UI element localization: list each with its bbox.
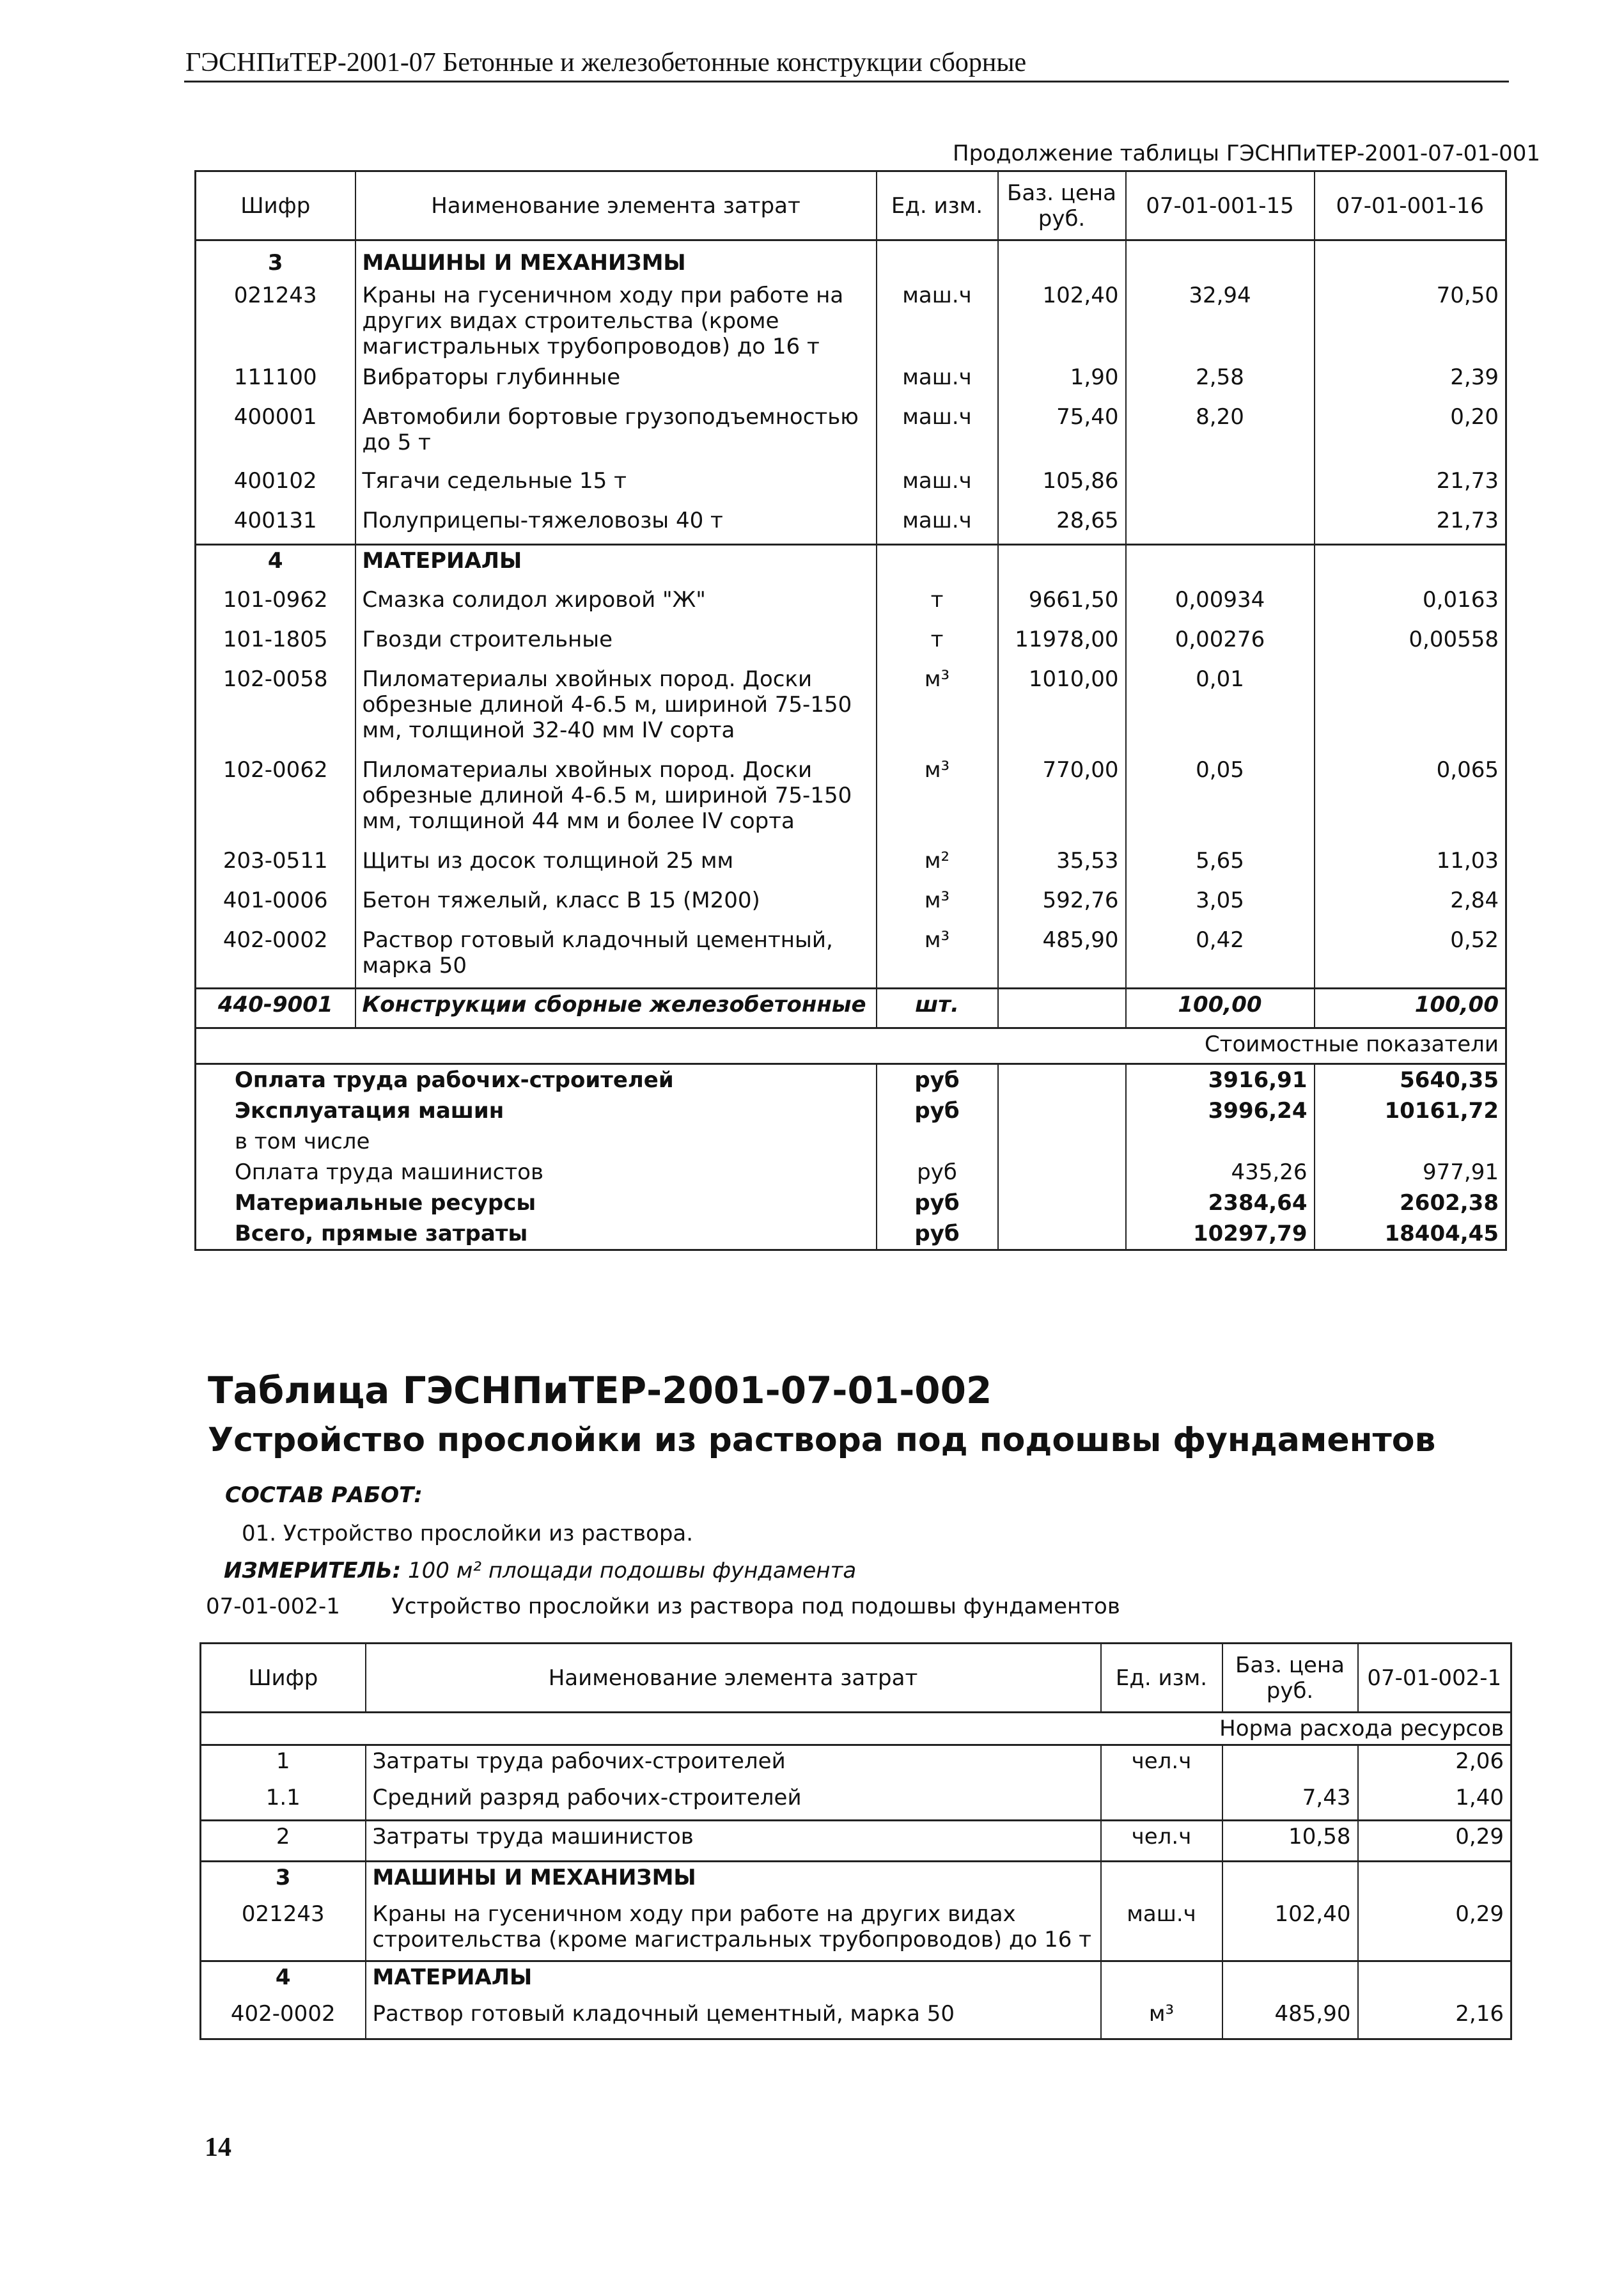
cost-value-15 [1126,1126,1315,1157]
col-header-name: Наименование элемента затрат [355,171,877,240]
row-unit: маш.ч [877,402,998,466]
row-unit: шт. [877,989,998,1028]
row-price: 485,90 [1222,1998,1358,2039]
cost-header: Стоимостные показатели [1204,1032,1499,1057]
cost-unit: руб [877,1095,998,1126]
row-price: 28,65 [998,505,1126,545]
table-row [196,624,1506,664]
cost-value-16: 10161,72 [1384,1098,1499,1124]
row-code: 401-0006 [196,885,355,925]
cost-row [196,1095,1506,1126]
row-name: Гвозди строительные [355,624,877,664]
work-item: 01. Устройство прослойки из раствора. [242,1521,694,1546]
row-value: 1,40 [1455,1784,1504,1810]
row-name: Автомобили бортовые грузоподъемностью до 5 т [355,402,877,466]
row-value-16: 0,0163 [1423,586,1499,613]
row-unit: т [877,624,998,664]
row-unit: т [877,585,998,624]
section-title: МАШИНЫ И МЕХАНИЗМЫ [355,240,877,280]
table-row [201,1998,1511,2039]
cost-name: Оплата труда рабочих-строителей [196,1064,877,1096]
cost-row [196,1126,1506,1157]
col-header-code: Шифр [201,1644,366,1713]
cost-name: в том числе [196,1126,877,1157]
row-price: 592,76 [998,885,1126,925]
table-row [196,402,1506,466]
row-name: Вибраторы глубинные [355,362,877,402]
section-title: МАТЕРИАЛЫ [366,1961,1101,1998]
cost-unit: руб [877,1188,998,1218]
row-price: 770,00 [998,755,1126,845]
row-value-15: 5,65 [1126,845,1315,885]
row-name: Затраты труда машинистов [366,1821,1101,1862]
row-name: Краны на гусеничном ходу при работе на других видах строительства (кроме магистральных трубопроводов) до 16 т [355,280,877,362]
cost-value-16: 2602,38 [1400,1190,1499,1216]
cost-unit: руб [877,1064,998,1096]
cost-header-row [196,1028,1506,1064]
row-name: Бетон тяжелый, класс В 15 (М200) [355,885,877,925]
row-price: 75,40 [998,402,1126,466]
table-row-constructions [196,989,1506,1028]
row-code: 101-0962 [196,585,355,624]
row-value-15: 32,94 [1126,280,1315,362]
cost-value-15: 10297,79 [1126,1218,1315,1250]
row-price [998,989,1126,1028]
col-header-name: Наименование элемента затрат [366,1644,1101,1713]
section-code: 3 [201,1862,366,1899]
row-value-15: 0,00934 [1126,585,1315,624]
table2-subtitle: Устройство прослойки из раствора под подошвы фундаментов [208,1421,1436,1459]
row-price: 7,43 [1222,1782,1358,1821]
cost-value-16 [1315,1126,1506,1157]
row-code: 1 [201,1745,366,1782]
row-price: 102,40 [998,280,1126,362]
table-row [196,664,1506,755]
row-unit: маш.ч [877,466,998,505]
row-value: 2,06 [1455,1748,1504,1774]
table1 [194,170,1507,1251]
row-name: Средний разряд рабочих-строителей [366,1782,1101,1821]
row-price: 1010,00 [998,664,1126,755]
row-value: 2,16 [1455,2000,1504,2027]
col-header-16: 07-01-001-16 [1336,192,1484,219]
row-code: 111100 [196,362,355,402]
header-rule [184,81,1509,82]
row-price: 485,90 [998,925,1126,989]
table-row [196,845,1506,885]
table2-header-row [201,1644,1511,1713]
cost-value-16: 977,91 [1423,1159,1499,1185]
col-header-value: 07-01-002-1 [1367,1665,1502,1691]
section-header-row [201,1961,1511,1998]
section-header-row [196,545,1506,585]
row-name: Затраты труда рабочих-строителей [366,1745,1101,1782]
row-value-15: 3,05 [1126,885,1315,925]
izmeritel-value: 100 м² площади подошвы фундамента [408,1558,857,1583]
norm-header: Норма расхода ресурсов [1219,1716,1504,1741]
row-value: 0,29 [1455,1824,1504,1849]
table-row [196,466,1506,505]
row-value-15 [1126,505,1315,545]
section-header-row [201,1862,1511,1899]
section-code: 3 [196,240,355,280]
page-number: 14 [205,2133,231,2162]
col-header-unit: Ед. изм. [877,171,998,240]
row-unit: м³ [877,925,998,989]
row-value-16: 11,03 [1436,847,1499,874]
cost-row [196,1157,1506,1188]
row-value-16: 0,52 [1450,927,1499,953]
table-row [201,1899,1511,1961]
row-value-16: 0,00558 [1409,626,1499,652]
cost-name: Оплата труда машинистов [196,1157,877,1188]
table2 [199,1642,1512,2040]
row-code: 021243 [196,280,355,362]
row-value-16: 2,39 [1450,364,1499,390]
table-row [196,362,1506,402]
row-value: 0,29 [1455,1901,1504,1927]
row-code: 400131 [196,505,355,545]
row-value-16: 0,065 [1436,757,1499,783]
row-price: 10,58 [1222,1821,1358,1862]
row-name: Краны на гусеничном ходу при работе на других видах строительства (кроме магистральных трубопроводов) до 16 т [366,1899,1101,1961]
running-header: ГЭСНПиТЕР-2001-07 Бетонные и железобетонные конструкции сборные [185,48,1027,77]
row-name: Пиломатериалы хвойных пород. Доски обрезные длиной 4-6.5 м, шириной 75-150 мм, толщиной 32-40 мм IV сорта [355,664,877,755]
row-value-16: 2,84 [1450,887,1499,913]
row-name: Тягачи седельные 15 т [355,466,877,505]
norm-header-row [201,1713,1511,1745]
cost-value-15: 2384,64 [1126,1188,1315,1218]
col-header-unit: Ед. изм. [1101,1644,1222,1713]
section-code: 4 [201,1961,366,1998]
row-value-15: 0,00276 [1126,624,1315,664]
row-unit: м³ [1101,1998,1222,2039]
cost-unit: руб [877,1157,998,1188]
row-price: 105,86 [998,466,1126,505]
table1-caption: Продолжение таблицы ГЭСНПиТЕР-2001-07-01-001 [953,141,1541,166]
table-row [196,585,1506,624]
section-title: МАШИНЫ И МЕХАНИЗМЫ [366,1862,1101,1899]
col-header-price: Баз. цена руб. [1222,1644,1358,1713]
table2-title: Таблица ГЭСНПиТЕР-2001-07-01-002 [208,1369,992,1412]
cost-value-15: 3916,91 [1126,1064,1315,1096]
row-price: 9661,50 [998,585,1126,624]
row-value-15: 0,01 [1126,664,1315,755]
row-code: 021243 [201,1899,366,1961]
row-code: 101-1805 [196,624,355,664]
cost-value-15: 3996,24 [1126,1095,1315,1126]
row-unit: маш.ч [877,505,998,545]
table-row [196,505,1506,545]
row-name: Полуприцепы-тяжеловозы 40 т [355,505,877,545]
row-unit: маш.ч [877,280,998,362]
row-code: 402-0002 [196,925,355,989]
table-row [196,280,1506,362]
row-value-15 [1126,466,1315,505]
sostav-label: СОСТАВ РАБОТ: [225,1482,423,1508]
table-row [201,1821,1511,1862]
row-value-16: 70,50 [1436,282,1499,308]
cost-value-16: 18404,45 [1384,1221,1499,1246]
row-value-15: 0,42 [1126,925,1315,989]
row-unit: маш.ч [877,362,998,402]
table-row [201,1745,1511,1782]
izmeritel [224,1558,856,1583]
table1-header-row [196,171,1506,240]
cost-unit [877,1126,998,1157]
row-unit: м³ [877,885,998,925]
table-row [196,755,1506,845]
row-code: 2 [201,1821,366,1862]
section-code: 4 [196,545,355,585]
row-value-16: 100,00 [1414,992,1499,1017]
row-unit: м³ [877,755,998,845]
cost-value-16: 5640,35 [1400,1067,1499,1093]
row-name: Конструкции сборные железобетонные [355,989,877,1028]
row-unit: чел.ч [1101,1821,1222,1862]
col-header-15: 07-01-001-15 [1126,171,1315,240]
table-row [196,925,1506,989]
row-code: 402-0002 [201,1998,366,2039]
row-unit: маш.ч [1101,1899,1222,1961]
row-value-15: 8,20 [1126,402,1315,466]
row-code: 203-0511 [196,845,355,885]
row-name: Пиломатериалы хвойных пород. Доски обрезные длиной 4-6.5 м, шириной 75-150 мм, толщиной 44 мм и более IV сорта [355,755,877,845]
row-name: Раствор готовый кладочный цементный, марка 50 [355,925,877,989]
section-title: МАТЕРИАЛЫ [355,545,877,585]
row-value-16: 21,73 [1436,507,1499,533]
row-code: 440-9001 [196,989,355,1028]
table-row [201,1782,1511,1821]
row-name: Смазка солидол жировой "Ж" [355,585,877,624]
izmeritel-label: ИЗМЕРИТЕЛЬ: [224,1558,402,1583]
row-code: 400001 [196,402,355,466]
row-name: Раствор готовый кладочный цементный, марка 50 [366,1998,1101,2039]
row-price: 102,40 [1222,1899,1358,1961]
row-value-15: 2,58 [1126,362,1315,402]
row-price [1222,1745,1358,1782]
row-unit: чел.ч [1101,1745,1222,1782]
row-name: Щиты из досок толщиной 25 мм [355,845,877,885]
row-price: 35,53 [998,845,1126,885]
cost-name: Материальные ресурсы [196,1188,877,1218]
row-value-16: 0,20 [1450,404,1499,430]
row-code: 102-0058 [196,664,355,755]
row-price: 11978,00 [998,624,1126,664]
cost-row [196,1188,1506,1218]
row-unit: м² [877,845,998,885]
cost-row-total [196,1218,1506,1250]
table-row [196,885,1506,925]
cost-name: Всего, прямые затраты [196,1218,877,1250]
col-header-code: Шифр [196,171,355,240]
row-code: 102-0062 [196,755,355,845]
row-value-15: 100,00 [1126,989,1315,1028]
cost-name: Эксплуатация машин [196,1095,877,1126]
cost-row [196,1064,1506,1096]
row-value-15: 0,05 [1126,755,1315,845]
row-unit: м³ [877,664,998,755]
row-code: 1.1 [201,1782,366,1821]
cost-unit: руб [877,1218,998,1250]
row-value-16: 21,73 [1436,467,1499,494]
row-value-16 [1315,664,1506,755]
row-price: 1,90 [998,362,1126,402]
row-code: 400102 [196,466,355,505]
row-unit [1101,1782,1222,1821]
col-header-price: Баз. цена руб. [998,171,1126,240]
norm-code: 07-01-002-1 [206,1594,340,1619]
cost-value-15: 435,26 [1126,1157,1315,1188]
section-header-row [196,240,1506,280]
norm-code-name: Устройство прослойки из раствора под подошвы фундаментов [391,1594,1120,1619]
